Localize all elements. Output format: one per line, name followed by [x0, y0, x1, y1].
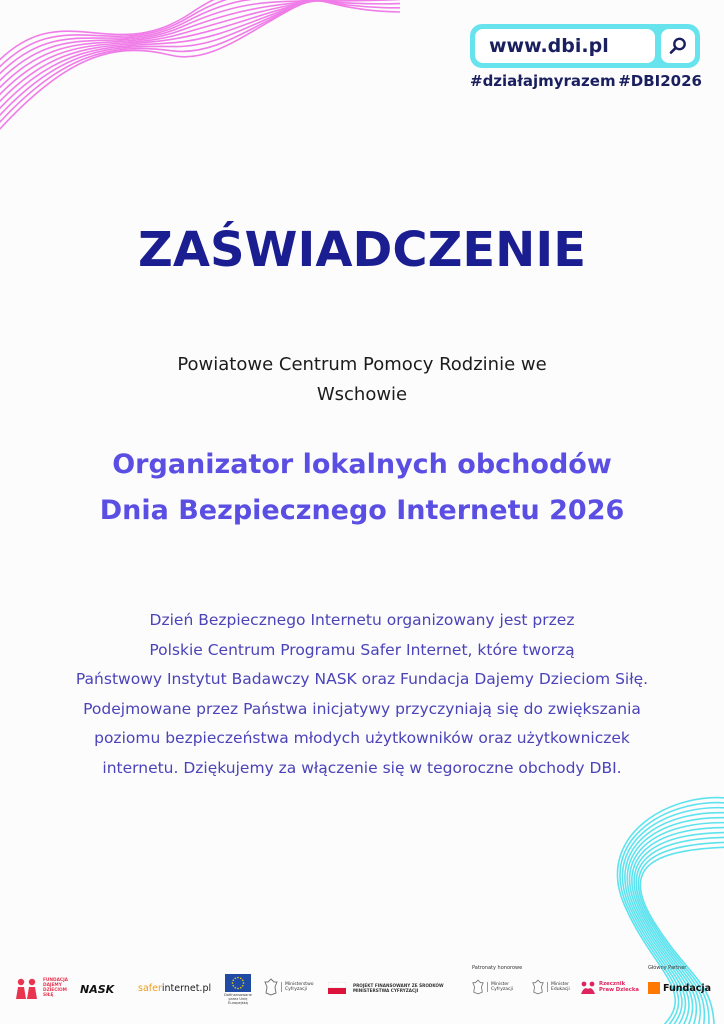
ombudsman-logo [580, 981, 639, 995]
eu-caption: Dofinansowane przez Unię Europejską [224, 993, 252, 1005]
eu-star [240, 987, 242, 989]
children-icon [580, 981, 596, 995]
ministry-text: Ministerstwo [285, 982, 314, 987]
eu-flag-icon [225, 974, 251, 992]
eu-star [237, 988, 239, 990]
polish-eagle-icon [264, 978, 278, 996]
body-line: poziomu bezpieczeństwa młodych użytkowników oraz użytkowniczek [94, 729, 630, 747]
saferinternet-suffix: internet.pl [161, 983, 212, 994]
minister-text: Edukacji [551, 987, 570, 992]
recipient-name [112, 350, 612, 410]
orange-foundation-logo [648, 982, 711, 994]
fdds-figures-icon [14, 978, 40, 1000]
eu-star [234, 987, 236, 989]
fdds-text: SIŁĘ [43, 992, 54, 998]
eu-logo [220, 974, 256, 1005]
search-icon [668, 36, 688, 56]
eu-star [242, 979, 244, 981]
minister-text: Minister [551, 982, 569, 987]
minister-digital-logo [472, 979, 513, 995]
nask-logo: NASK [80, 983, 115, 996]
recipient-line: Wschowie [316, 384, 408, 405]
saferinternet-logo [138, 983, 211, 994]
sponsor-logos [0, 962, 724, 1012]
ministry-text: Cyfryzacji [285, 987, 307, 992]
search-input[interactable]: www.dbi.pl [475, 29, 655, 63]
body-line: Polskie Centrum Programu Safer Internet, które tworzą [149, 640, 575, 659]
ombudsman-text: Praw Dziecka [599, 987, 639, 993]
hashtags [470, 72, 702, 90]
search-bar[interactable] [470, 24, 700, 68]
eu-star [234, 977, 236, 979]
hashtag-dbi2026[interactable]: #DBI2026 [618, 72, 702, 90]
fdds-text: FUNDACJA [43, 978, 68, 984]
minister-text: Minister [491, 982, 509, 987]
project-text: MINISTERSTWA CYFRYZACJI [353, 988, 419, 993]
hashtag-dzialajmyrazem[interactable]: #działajmyrazem [470, 72, 616, 90]
fdds-logo [14, 978, 68, 1000]
eu-star [232, 985, 234, 987]
recipient-line: Powiatowe Centrum Pomocy Rodzinie we [177, 354, 547, 375]
recipient-role [40, 442, 684, 534]
polish-flag-icon [328, 982, 346, 994]
fdds-text: DAJEMY [43, 983, 62, 989]
eu-star [240, 977, 242, 979]
body-line: Podejmowane przez Państwa inicjatywy przyczyniają się do zwiększania [83, 699, 641, 718]
polish-eagle-icon [532, 979, 544, 995]
ministry-digital-logo [264, 978, 314, 996]
partner-name: Fundacja [663, 982, 712, 994]
body-line: Dzień Bezpiecznego Internetu organizowany jest przez [149, 611, 575, 629]
certificate-body [20, 606, 704, 783]
partner-label: Główny Partner [648, 965, 687, 971]
minister-text: Cyfryzacji [491, 987, 513, 992]
saferinternet-prefix: safer [138, 983, 162, 994]
project-funding-logo [328, 982, 444, 994]
project-text: PROJEKT FINANSOWANY ZE ŚRODKÓW [353, 983, 444, 988]
eu-star [237, 977, 239, 979]
patronage-label: Patronaty honorowe [472, 965, 523, 971]
eu-star [243, 982, 245, 984]
minister-education-logo [532, 979, 570, 995]
eu-star [232, 982, 234, 984]
pink-wave-decoration [0, 0, 400, 150]
eu-star [242, 985, 244, 987]
orange-square-icon [648, 982, 660, 994]
search-button[interactable] [661, 29, 695, 63]
role-line: Organizator lokalnych obchodów [112, 449, 612, 480]
role-line: Dnia Bezpiecznego Internetu 2026 [99, 495, 625, 526]
eu-star [232, 979, 234, 981]
ombudsman-text: Rzecznik [599, 981, 626, 988]
body-line: Państwowy Instytut Badawczy NASK oraz Fundacja Dajemy Dzieciom Siłę. [75, 670, 649, 688]
certificate-title: ZAŚWIADCZENIE [138, 222, 586, 278]
polish-eagle-icon [472, 979, 484, 995]
body-line: internetu. Dziękujemy za włączenie się w tegoroczne obchody DBI. [102, 758, 622, 777]
fdds-text: DZIECIOM [43, 988, 67, 993]
